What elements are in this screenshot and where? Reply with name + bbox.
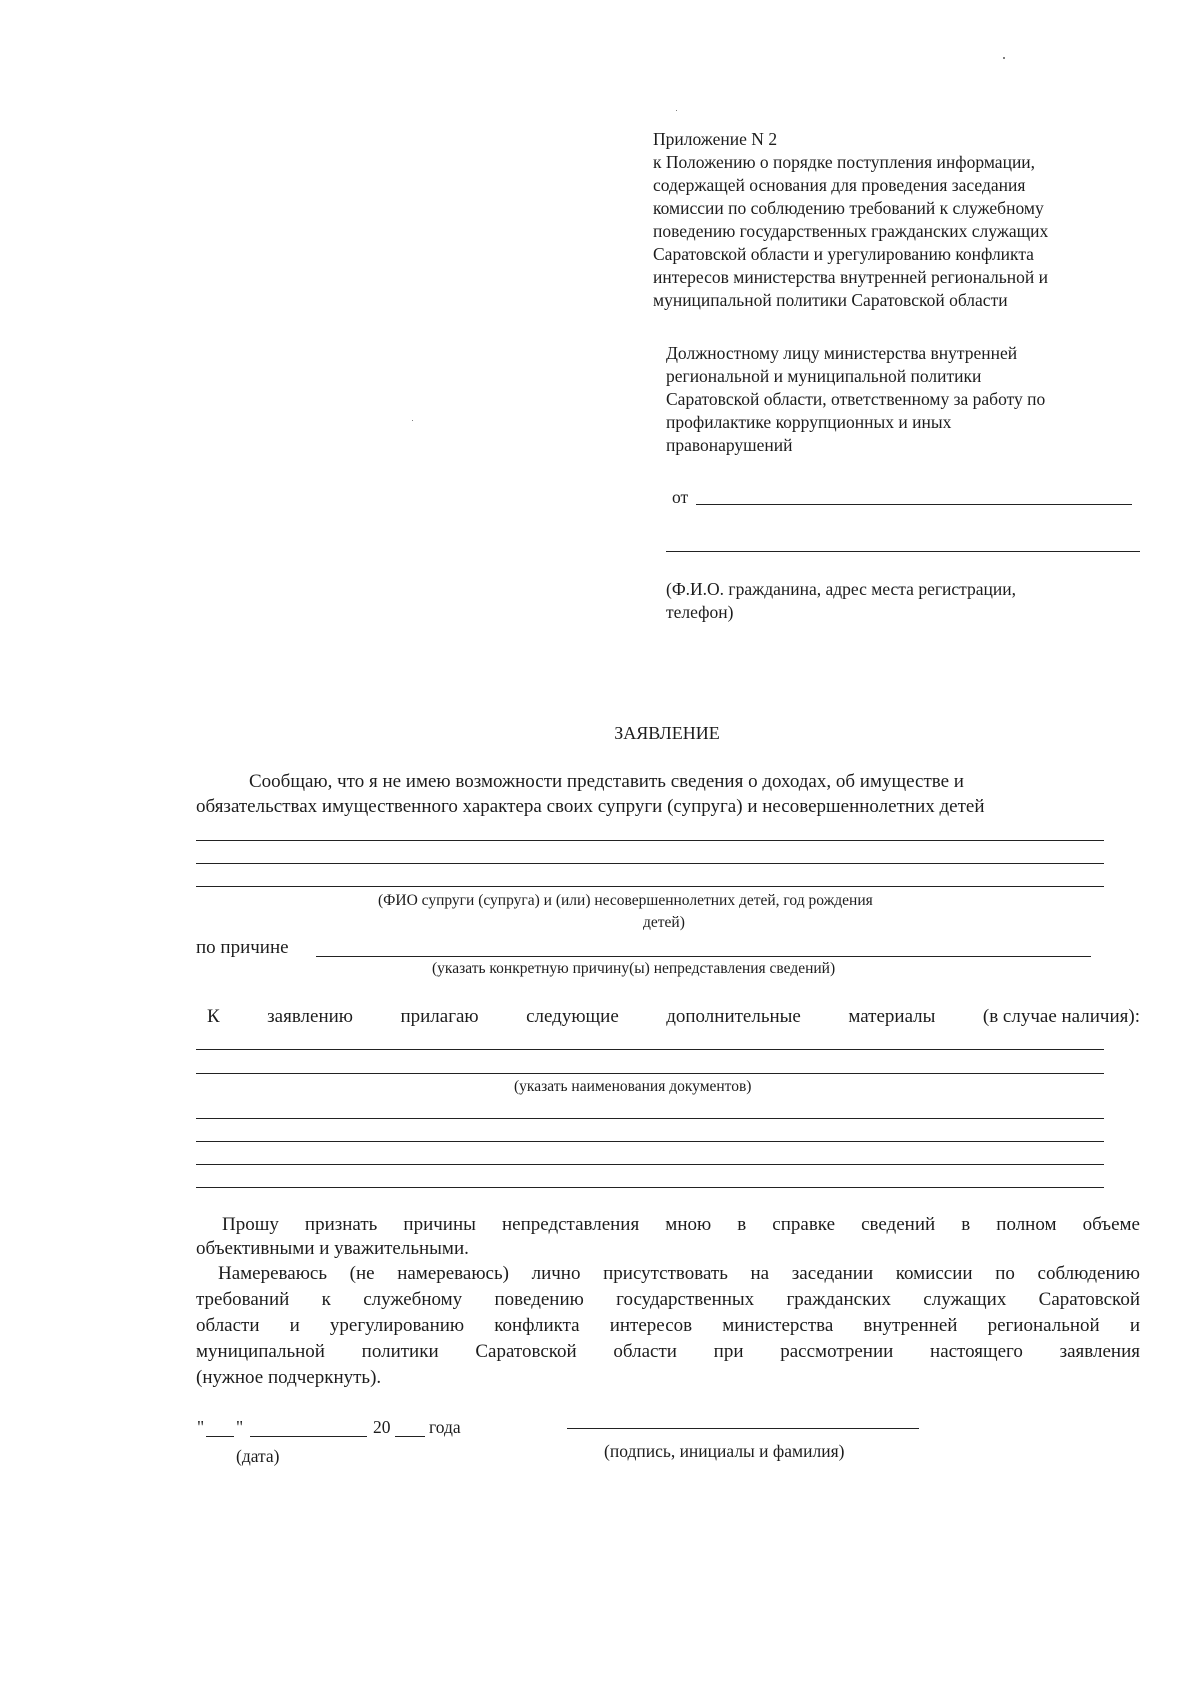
date-caption: (дата)	[236, 1446, 280, 1466]
statement-line-2: обязательствах имущественного характера своих супруги (супруга) и несовершеннолетних детей	[196, 796, 985, 817]
attachments-blank-line[interactable]	[196, 1118, 1104, 1119]
addressee-line: Саратовской области, ответственному за работу по	[666, 389, 1046, 409]
statement-caption-line: (ФИО супруги (супруга) и (или) несовершеннолетних детей, год рождения	[378, 892, 873, 909]
spouse-children-blank-line[interactable]	[196, 863, 1104, 864]
attachments-word: прилагаю	[400, 1006, 479, 1027]
appendix-number: Приложение N 2	[653, 129, 778, 149]
addressee-line: региональной и муниципальной политики	[666, 366, 982, 386]
attachments-word: дополнительные	[666, 1006, 801, 1027]
date-month-blank[interactable]	[250, 1436, 367, 1437]
attachments-word: следующие	[526, 1006, 619, 1027]
intent-line: требований к служебному поведению государственных гражданских служащих Саратовской	[196, 1289, 1140, 1310]
attachments-word: заявлению	[267, 1006, 353, 1027]
statement-line-1: Сообщаю, что я не имею возможности представить сведения о доходах, об имуществе и	[249, 771, 964, 792]
addressee-line: профилактике коррупционных и иных	[666, 412, 952, 432]
attachments-blank-line[interactable]	[196, 1164, 1104, 1165]
intent-line: Намереваюсь (не намереваюсь) лично присутствовать на заседании комиссии по соблюдению	[218, 1263, 1140, 1284]
document-title: ЗАЯВЛЕНИЕ	[614, 723, 720, 743]
spouse-children-blank-line[interactable]	[196, 886, 1104, 887]
addressee-line: Должностному лицу министерства внутренней	[666, 343, 1018, 363]
scan-speck	[412, 420, 413, 421]
attachments-blank-line[interactable]	[196, 1141, 1104, 1142]
statement-caption-line: детей)	[643, 914, 685, 931]
appendix-line: Саратовской области и урегулированию конфликта	[653, 244, 1034, 264]
attachments-blank-line[interactable]	[196, 1187, 1104, 1188]
intent-line: муниципальной политики Саратовской области при рассмотрении настоящего заявления	[196, 1341, 1140, 1362]
appendix-line: содержащей основания для проведения заседания	[653, 175, 1026, 195]
request-line-2: объективными и уважительными.	[196, 1238, 469, 1259]
date-quote-open: "	[197, 1417, 205, 1437]
appendix-line: к Положению о порядке поступления информации,	[653, 152, 1036, 172]
appendix-line: интересов министерства внутренней региональной и	[653, 267, 1048, 287]
attachments-blank-line[interactable]	[196, 1049, 1104, 1050]
scan-speck	[1003, 57, 1005, 59]
addressee-caption-line: телефон)	[666, 602, 734, 622]
date-year-blank[interactable]	[395, 1436, 425, 1437]
appendix-line: комиссии по соблюдению требований к служебному	[653, 198, 1044, 218]
scan-speck	[676, 110, 677, 111]
intent-line: области и урегулированию конфликта интересов министерства внутренней региональной и	[196, 1315, 1140, 1336]
from-label: от	[672, 487, 689, 507]
attachments-caption: (указать наименования документов)	[514, 1078, 752, 1095]
appendix-line: поведению государственных гражданских служащих	[653, 221, 1049, 241]
addressee-caption-line: (Ф.И.О. гражданина, адрес места регистрации,	[666, 579, 1016, 599]
attachments-blank-line[interactable]	[196, 1073, 1104, 1074]
from-address-blank-line[interactable]	[666, 551, 1140, 552]
addressee-line: правонарушений	[666, 435, 793, 455]
intent-last-line: (нужное подчеркнуть).	[196, 1367, 382, 1388]
request-line-1: Прошу признать причины непредставления мною в справке сведений в полном объеме	[222, 1214, 1140, 1235]
date-year-suffix: года	[429, 1417, 461, 1437]
signature-caption: (подпись, инициалы и фамилия)	[604, 1441, 845, 1461]
appendix-line: муниципальной политики Саратовской области	[653, 290, 1008, 310]
attachments-word: К	[207, 1006, 220, 1027]
attachments-word: материалы	[848, 1006, 936, 1027]
from-name-blank-line[interactable]	[696, 504, 1132, 505]
reason-caption: (указать конкретную причину(ы) непредставления сведений)	[432, 960, 836, 977]
date-quote-close: "	[236, 1417, 244, 1437]
reason-label: по причине	[196, 937, 289, 958]
signature-blank-line[interactable]	[567, 1428, 919, 1429]
attachments-line	[207, 1004, 1140, 1030]
reason-blank-line[interactable]	[316, 956, 1091, 957]
date-day-blank[interactable]	[206, 1436, 234, 1437]
spouse-children-blank-line[interactable]	[196, 840, 1104, 841]
date-year-prefix: 20	[373, 1417, 391, 1437]
attachments-word: (в случае наличия):	[982, 1006, 1140, 1027]
